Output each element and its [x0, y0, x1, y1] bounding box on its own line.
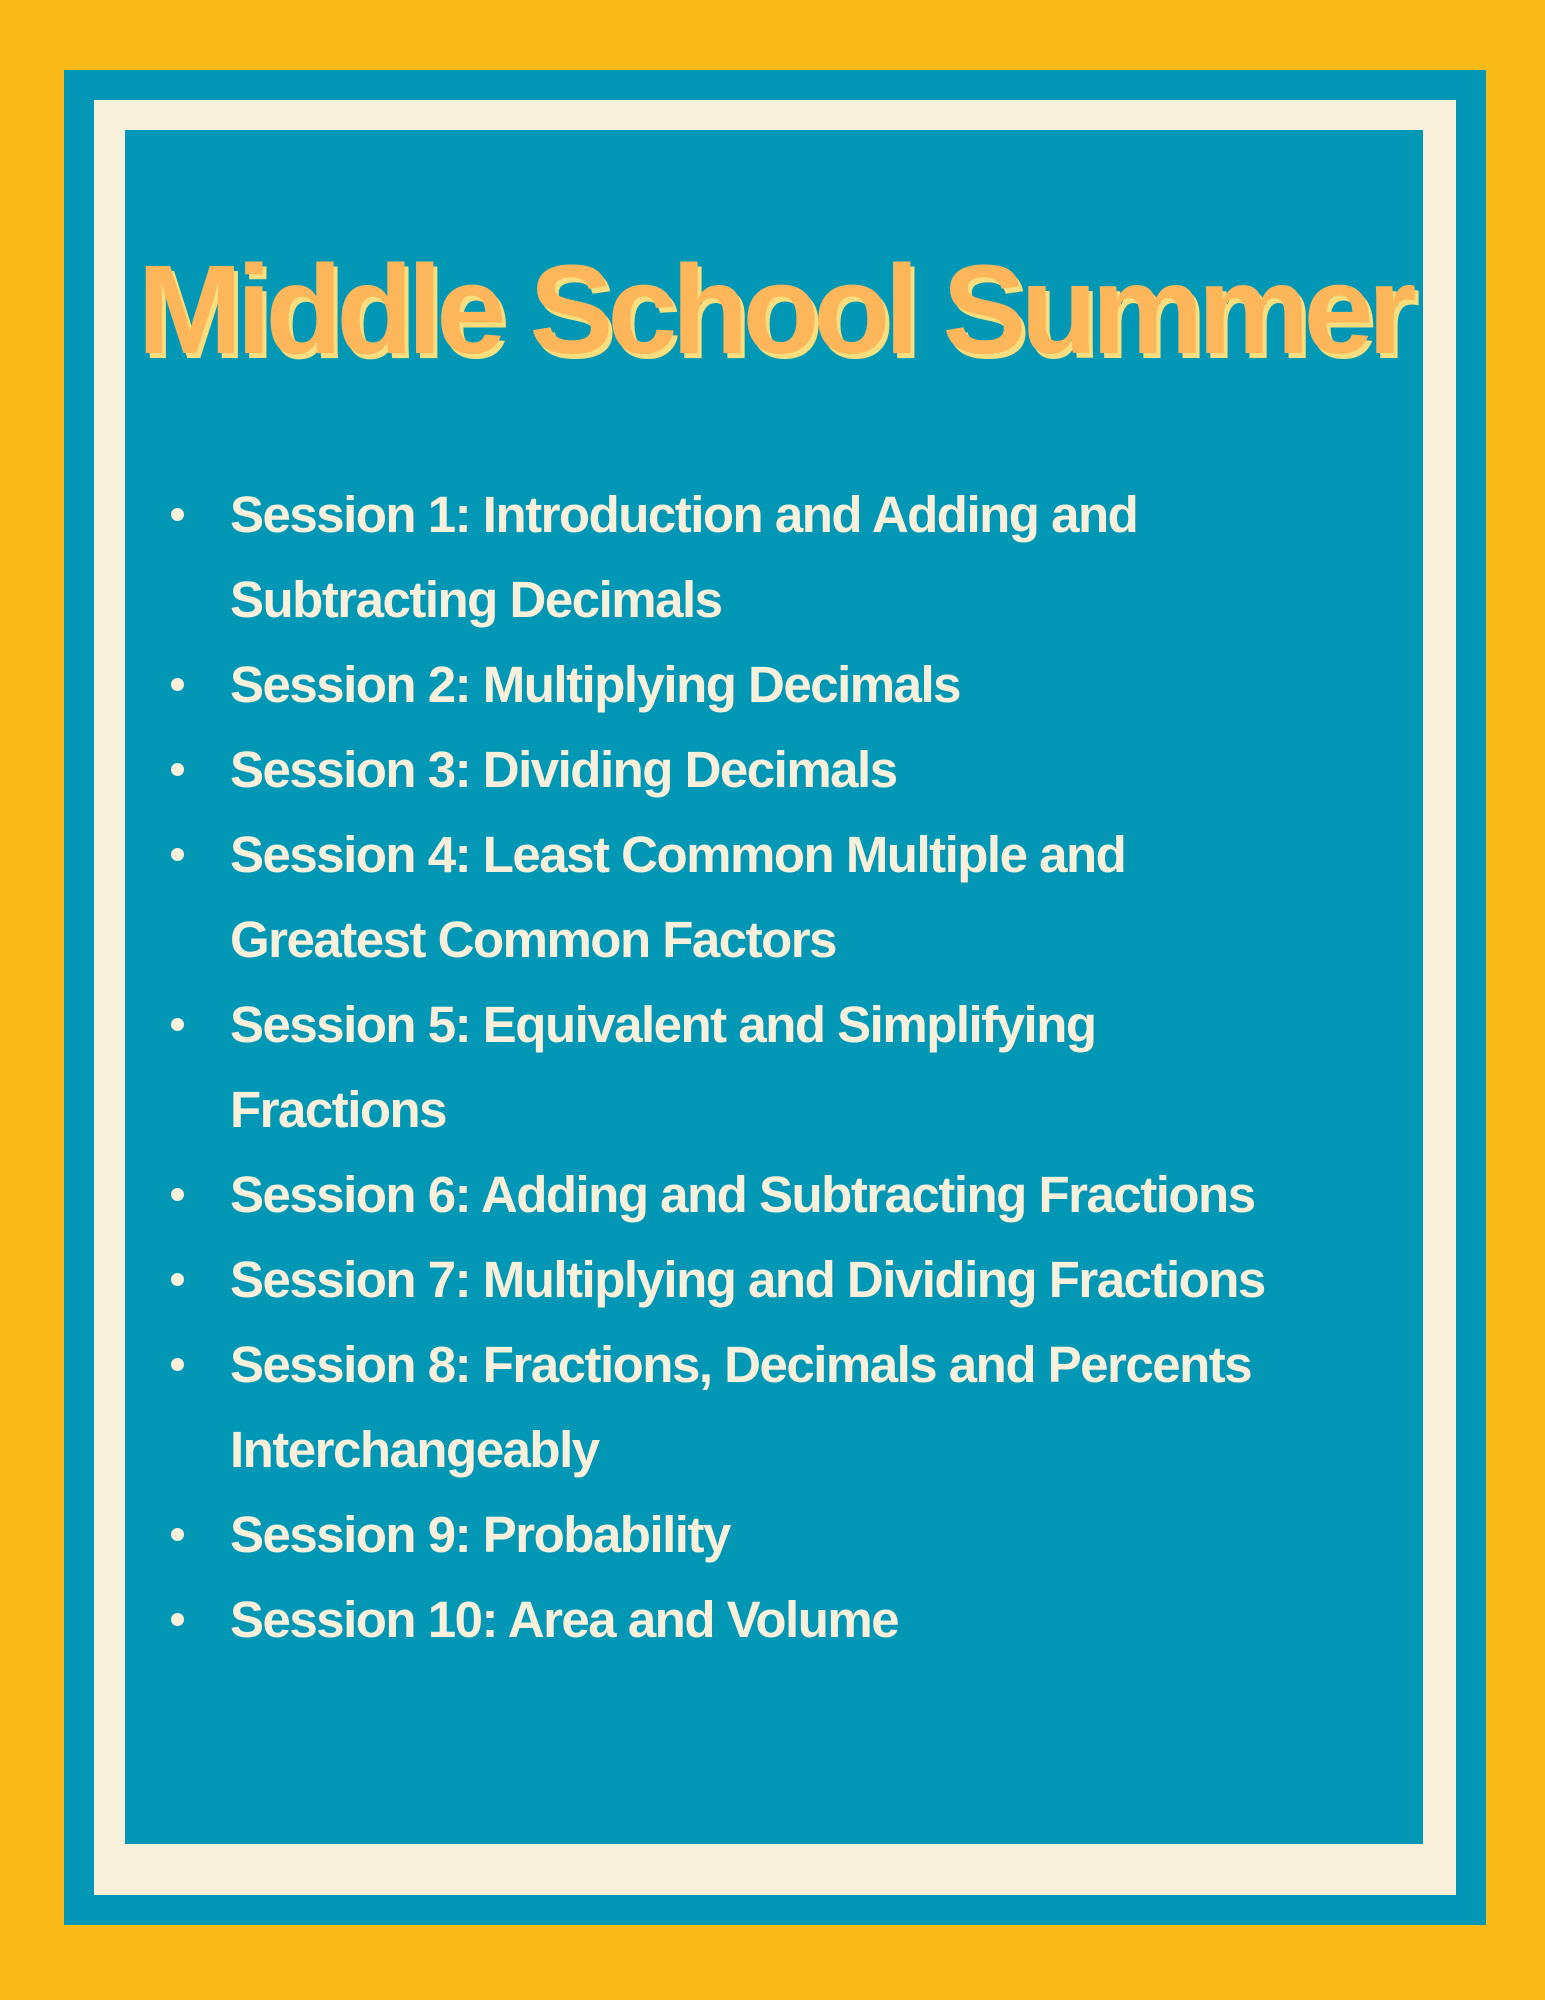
session-item-2 [165, 642, 1395, 727]
session-list [165, 472, 1395, 1662]
session-1-line-2: Subtracting Decimals [230, 571, 722, 628]
session-item-3 [165, 727, 1395, 812]
session-item-5 [165, 982, 1395, 1152]
session-10-line-1: Session 10: Area and Volume [230, 1591, 899, 1648]
session-item-10 [165, 1577, 1395, 1662]
session-item-7 [165, 1237, 1395, 1322]
session-item-4 [165, 812, 1395, 982]
session-item-9 [165, 1492, 1395, 1577]
bullet-icon [171, 1188, 184, 1201]
session-3-line-1: Session 3: Dividing Decimals [230, 741, 897, 798]
session-2-line-1: Session 2: Multiplying Decimals [230, 656, 961, 713]
session-item-1 [165, 472, 1395, 642]
session-item-8 [165, 1322, 1395, 1492]
bullet-icon [171, 1528, 184, 1541]
session-item-6 [165, 1152, 1395, 1237]
session-8-line-1: Session 8: Fractions, Decimals and Percents [230, 1336, 1252, 1393]
session-5-line-1: Session 5: Equivalent and Simplifying [230, 996, 1096, 1053]
page-title: Middle School Summer [137, 239, 1411, 380]
bullet-icon [171, 1613, 184, 1626]
session-4-line-1: Session 4: Least Common Multiple and [230, 826, 1126, 883]
bullet-icon [171, 1018, 184, 1031]
session-5-line-2: Fractions [230, 1081, 447, 1138]
bullet-icon [171, 508, 184, 521]
session-8-line-2: Interchangeably [230, 1421, 599, 1478]
session-9-line-1: Session 9: Probability [230, 1506, 730, 1563]
session-7-line-1: Session 7: Multiplying and Dividing Fractions [230, 1251, 1265, 1308]
bullet-icon [171, 1273, 184, 1286]
bullet-icon [171, 763, 184, 776]
bullet-icon [171, 848, 184, 861]
session-4-line-2: Greatest Common Factors [230, 911, 836, 968]
session-6-line-1: Session 6: Adding and Subtracting Fractions [230, 1166, 1255, 1223]
session-1-line-1: Session 1: Introduction and Adding and [230, 486, 1138, 543]
bullet-icon [171, 678, 184, 691]
bullet-icon [171, 1358, 184, 1371]
